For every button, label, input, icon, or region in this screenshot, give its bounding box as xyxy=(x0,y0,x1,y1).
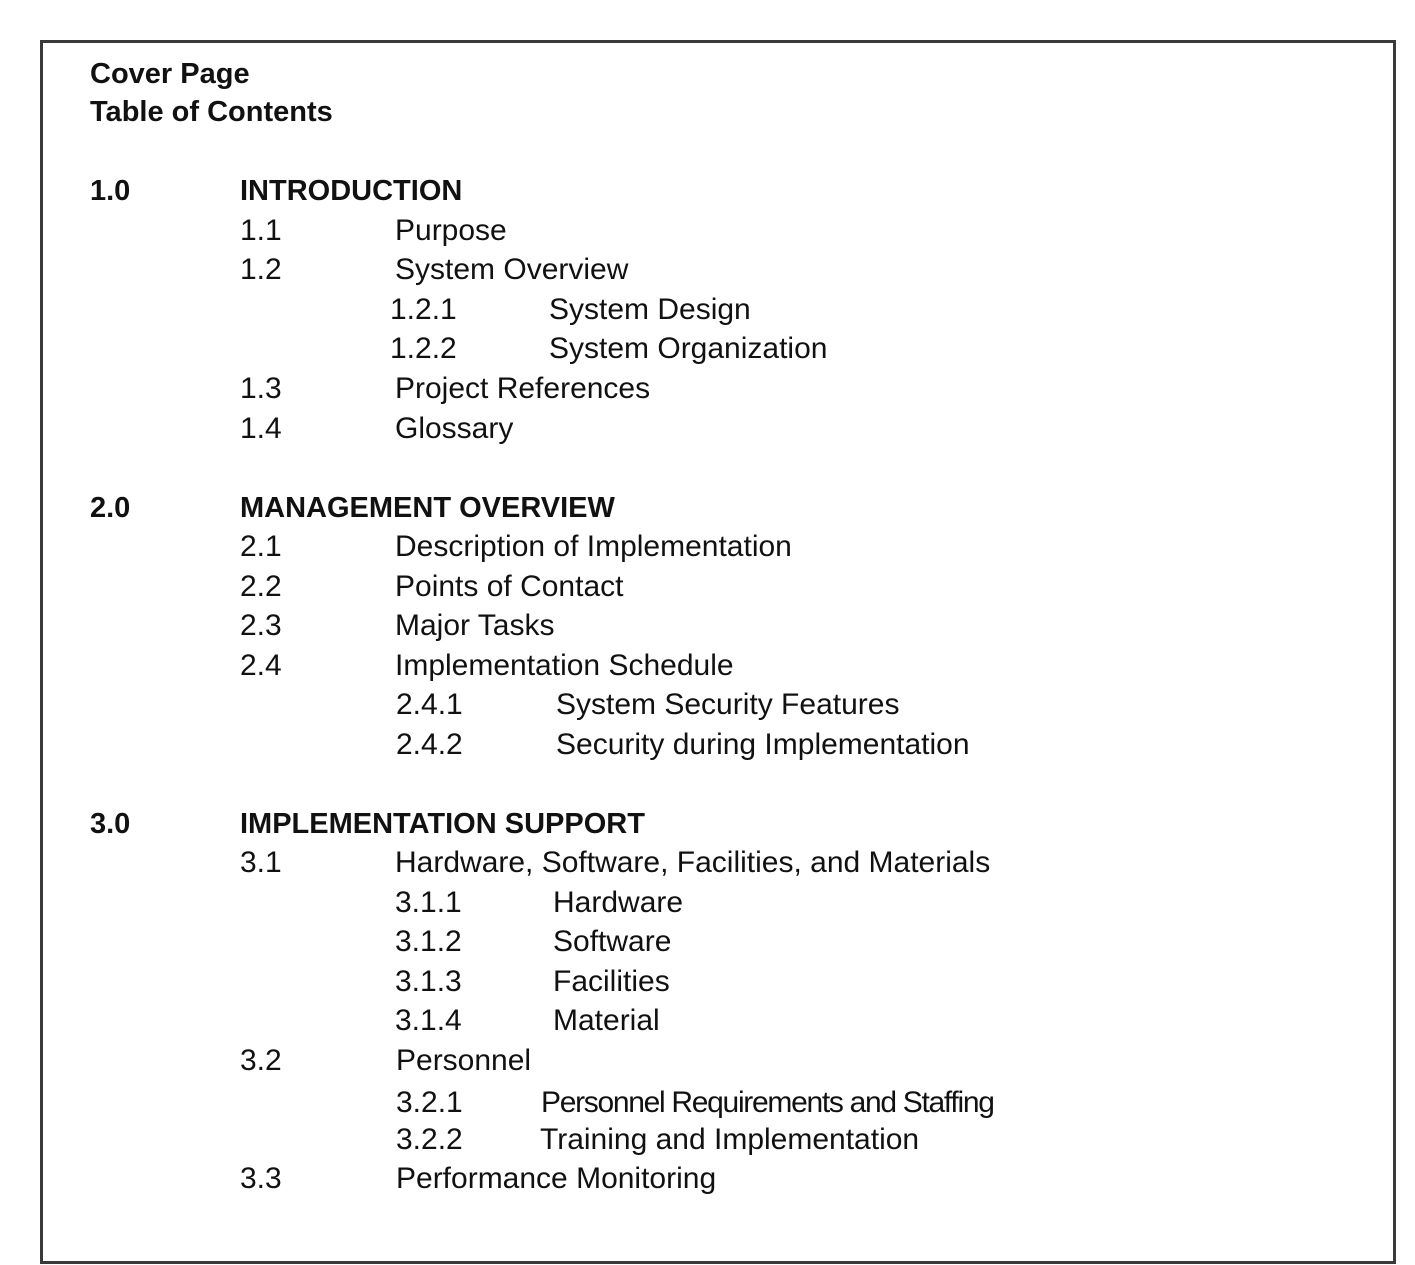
subsubsection-title[interactable]: Personnel Requirements and Staffing xyxy=(541,1086,994,1119)
subsection-title[interactable]: Personnel xyxy=(396,1044,532,1077)
subsection-number: 3.1 xyxy=(240,846,282,879)
section-number: 1.0 xyxy=(90,175,131,207)
section-number: 3.0 xyxy=(90,808,131,840)
subsubsection-number: 2.4.1 xyxy=(396,688,463,721)
subsection-title[interactable]: Major Tasks xyxy=(395,609,555,642)
subsection-title[interactable]: Glossary xyxy=(395,412,514,445)
subsection-number: 1.4 xyxy=(240,412,282,445)
subsubsection-number: 1.2.1 xyxy=(390,293,457,326)
subsubsection-number: 3.2.2 xyxy=(396,1123,463,1156)
subsubsection-title[interactable]: Software xyxy=(553,925,672,958)
subsection-number: 2.2 xyxy=(240,570,282,603)
subsubsection-title[interactable]: Security during Implementation xyxy=(556,728,970,761)
subsubsection-title[interactable]: System Organization xyxy=(549,332,828,365)
subsubsection-title[interactable]: Training and Implementation xyxy=(540,1123,920,1156)
subsection-title[interactable]: Hardware, Software, Facilities, and Materials xyxy=(395,846,991,879)
subsection-title[interactable]: Implementation Schedule xyxy=(395,649,734,682)
subsection-number: 1.1 xyxy=(240,214,282,247)
subsection-number: 2.1 xyxy=(240,530,282,563)
subsubsection-title[interactable]: System Security Features xyxy=(556,688,900,721)
subsection-number: 1.3 xyxy=(240,372,282,405)
subsection-title[interactable]: System Overview xyxy=(395,253,629,286)
toc-entry-cover-page[interactable]: Cover Page xyxy=(90,58,250,90)
subsection-title[interactable]: Points of Contact xyxy=(395,570,624,603)
subsection-title[interactable]: Performance Monitoring xyxy=(396,1162,717,1195)
subsubsection-number: 3.1.2 xyxy=(395,925,462,958)
subsection-title[interactable]: Project References xyxy=(395,372,651,405)
subsubsection-number: 3.2.1 xyxy=(396,1086,463,1119)
subsubsection-title[interactable]: Facilities xyxy=(553,965,670,998)
subsubsection-number: 3.1.4 xyxy=(395,1004,462,1037)
subsection-number: 2.4 xyxy=(240,649,282,682)
section-title-implementation-support[interactable]: IMPLEMENTATION SUPPORT xyxy=(240,808,645,840)
subsection-number: 3.3 xyxy=(240,1162,282,1195)
subsubsection-title[interactable]: System Design xyxy=(549,293,751,326)
subsubsection-number: 3.1.1 xyxy=(395,886,462,919)
subsection-number: 2.3 xyxy=(240,609,282,642)
subsection-number: 3.2 xyxy=(240,1044,282,1077)
subsection-title[interactable]: Description of Implementation xyxy=(395,530,792,563)
section-title-introduction[interactable]: INTRODUCTION xyxy=(240,175,463,207)
toc-entry-table-of-contents[interactable]: Table of Contents xyxy=(90,96,333,128)
subsection-number: 1.2 xyxy=(240,253,282,286)
subsubsection-title[interactable]: Material xyxy=(553,1004,660,1037)
subsubsection-number: 3.1.3 xyxy=(395,965,462,998)
subsubsection-number: 2.4.2 xyxy=(396,728,463,761)
section-number: 2.0 xyxy=(90,492,131,524)
subsubsection-number: 1.2.2 xyxy=(390,332,457,365)
subsubsection-title[interactable]: Hardware xyxy=(553,886,684,919)
subsection-title[interactable]: Purpose xyxy=(395,214,507,247)
section-title-management-overview[interactable]: MANAGEMENT OVERVIEW xyxy=(240,492,615,524)
